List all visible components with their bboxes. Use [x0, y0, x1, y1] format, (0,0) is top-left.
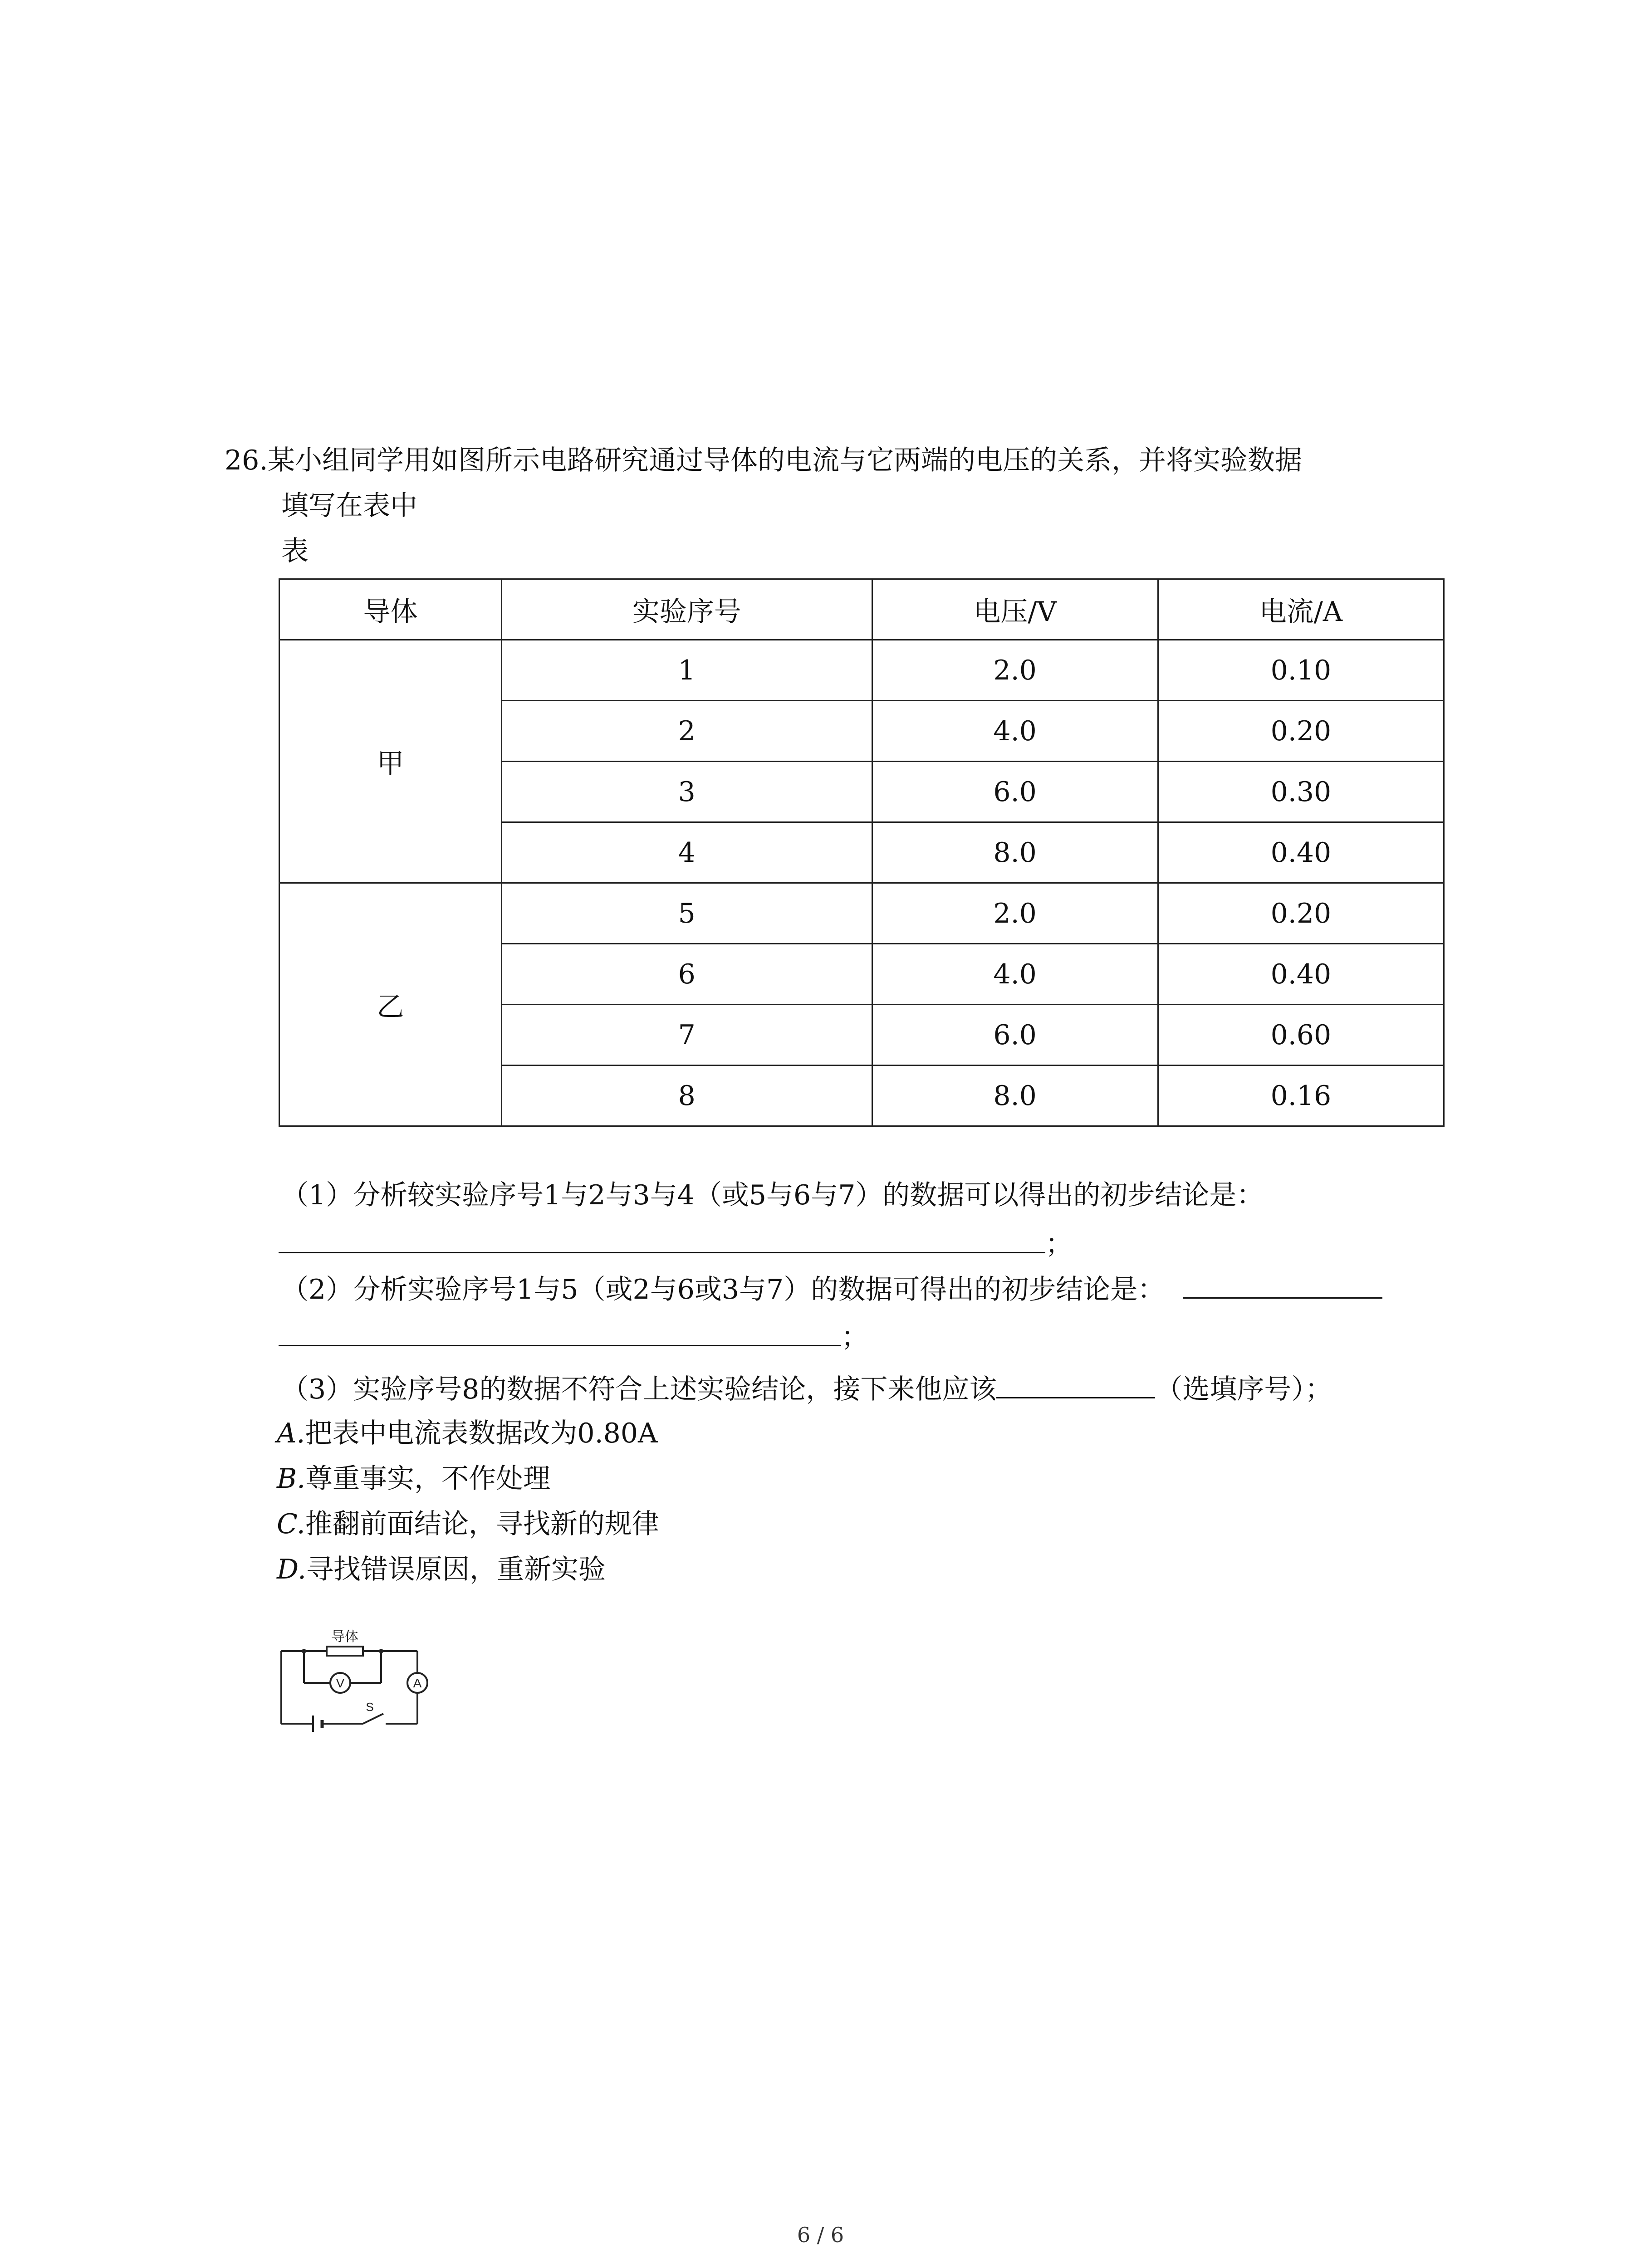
option-b-text: 尊重事实，不作处理: [305, 1463, 551, 1495]
current-cell: 0.60: [1158, 1005, 1444, 1066]
part3-suffix: （选填序号）；: [1155, 1374, 1332, 1405]
part2-answer-line: [279, 1313, 868, 1360]
part3-blank[interactable]: [996, 1365, 1155, 1398]
header-voltage: 电压/V: [872, 579, 1158, 640]
seq-cell: 4: [501, 822, 872, 883]
seq-cell: 1: [501, 640, 872, 701]
voltage-cell: 2.0: [872, 883, 1158, 944]
option-a-text: 把表中电流表数据改为0.80A: [305, 1418, 658, 1449]
current-cell: 0.20: [1158, 701, 1444, 762]
part3-question-line: [281, 1365, 1332, 1412]
junction-dot: [302, 1649, 306, 1653]
voltage-cell: 4.0: [872, 944, 1158, 1005]
part3-question: （3）实验序号8的数据不符合上述实验结论，接下来他应该: [281, 1374, 997, 1405]
option-d-letter: D.: [277, 1554, 307, 1585]
junction-dot: [379, 1649, 383, 1653]
option-a-letter: A.: [277, 1418, 305, 1449]
voltage-cell: 8.0: [872, 822, 1158, 883]
option-b-letter: B.: [277, 1463, 306, 1495]
current-cell: 0.20: [1158, 883, 1444, 944]
seq-cell: 3: [501, 762, 872, 822]
ammeter-label: A: [413, 1676, 422, 1690]
header-seq: 实验序号: [501, 579, 872, 640]
table-header-row: [279, 579, 1444, 640]
table-row: [279, 640, 1444, 701]
header-current: 电流/A: [1158, 579, 1444, 640]
current-cell: 0.40: [1158, 944, 1444, 1005]
option-a: [277, 1411, 657, 1456]
current-cell: 0.40: [1158, 822, 1444, 883]
part1-blank[interactable]: [279, 1220, 1045, 1253]
data-table: [279, 578, 1445, 1127]
seq-cell: 8: [501, 1066, 872, 1126]
circuit-diagram: [272, 1615, 440, 1733]
option-d-text: 寻找错误原因，重新实验: [306, 1554, 606, 1585]
table-row: [279, 883, 1444, 944]
part1-answer-line: [279, 1220, 1073, 1267]
conductor-label: 导体: [331, 1629, 358, 1644]
voltage-cell: 2.0: [872, 640, 1158, 701]
question-number: 26.: [225, 445, 268, 476]
current-cell: 0.30: [1158, 762, 1444, 822]
seq-cell: 7: [501, 1005, 872, 1066]
seq-cell: 5: [501, 883, 872, 944]
seq-cell: 6: [501, 944, 872, 1005]
part1-end: ；: [1045, 1228, 1073, 1260]
seq-cell: 2: [501, 701, 872, 762]
voltage-cell: 6.0: [872, 762, 1158, 822]
question-text-line1: 某小组同学用如图所示电路研究通过导体的电流与它两端的电压的关系，并将实验数据: [268, 445, 1302, 476]
part2-question: （2）分析实验序号1与5（或2与6或3与7）的数据可得出的初步结论是：: [281, 1274, 1165, 1305]
current-cell: 0.16: [1158, 1066, 1444, 1126]
page-number: 6 / 6: [797, 2223, 844, 2247]
option-d: [277, 1547, 606, 1592]
part2-blank-a[interactable]: [1183, 1266, 1382, 1299]
voltage-cell: 6.0: [872, 1005, 1158, 1066]
conductor-cell: 乙: [279, 883, 502, 1126]
table-caption: 表: [281, 535, 309, 567]
part2-end: ；: [841, 1321, 868, 1353]
option-c: [277, 1501, 659, 1547]
part2-blank-b[interactable]: [279, 1313, 841, 1346]
current-cell: 0.10: [1158, 640, 1444, 701]
question-header: [225, 438, 1450, 483]
question-text-line2: 填写在表中: [281, 490, 417, 522]
voltmeter-label: V: [336, 1676, 345, 1690]
switch-lever: [363, 1714, 383, 1724]
part1-question: （1）分析较实验序号1与2与3与4（或5与6与7）的数据可以得出的初步结论是：: [281, 1179, 1264, 1211]
header-conductor: 导体: [279, 579, 502, 640]
part2-question-line: [281, 1266, 1382, 1312]
switch-label: S: [366, 1700, 374, 1714]
conductor-resistor: [327, 1647, 363, 1656]
option-c-letter: C.: [277, 1508, 305, 1540]
voltage-cell: 8.0: [872, 1066, 1158, 1126]
voltage-cell: 4.0: [872, 701, 1158, 762]
conductor-cell: 甲: [279, 640, 502, 883]
option-c-text: 推翻前面结论，寻找新的规律: [305, 1508, 659, 1540]
option-b: [277, 1456, 550, 1501]
